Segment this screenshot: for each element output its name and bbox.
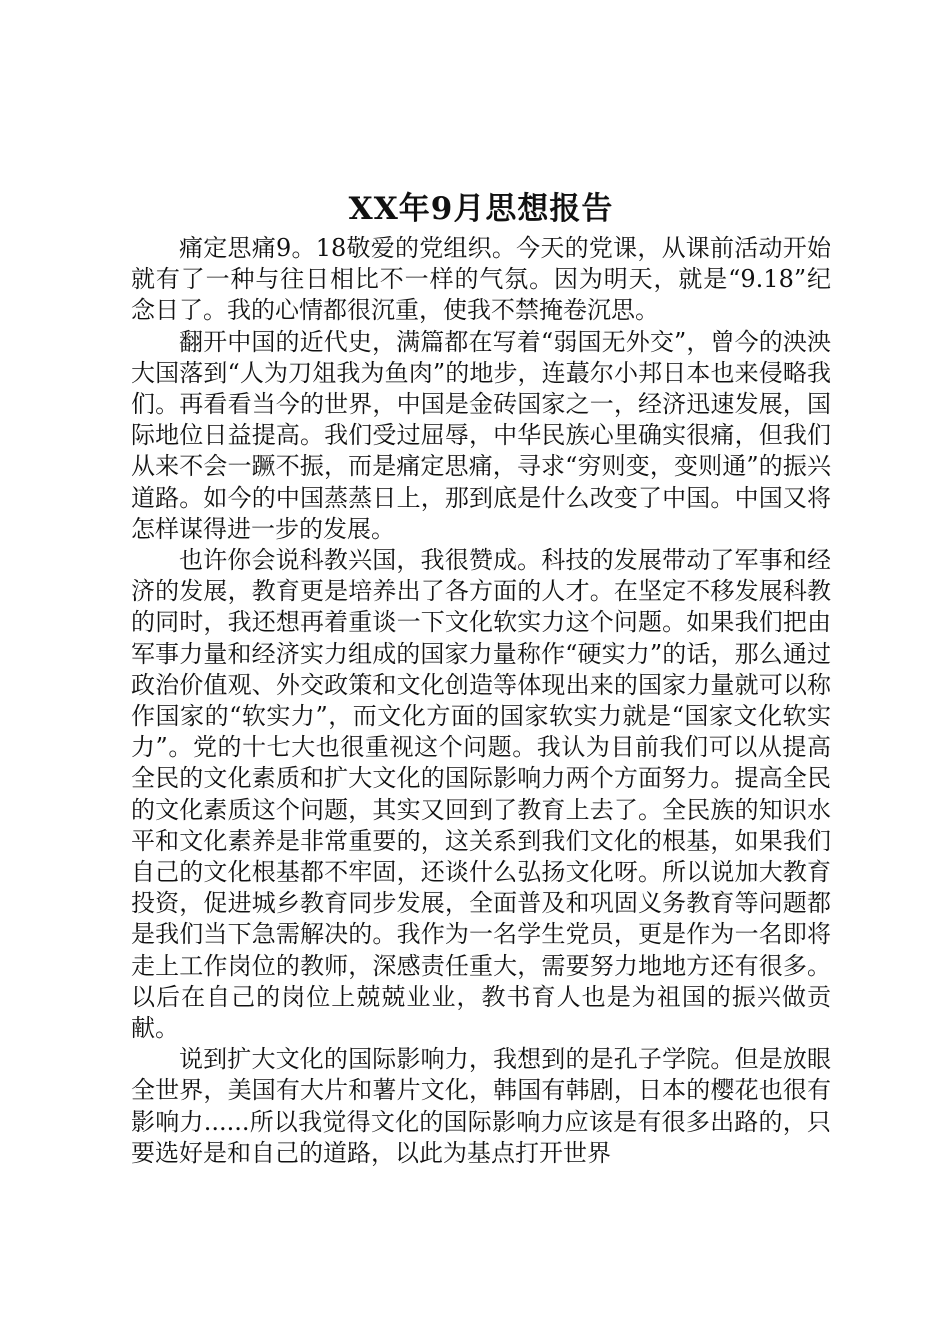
paragraph-4: 说到扩大文化的国际影响力，我想到的是孔子学院。但是放眼全世界，美国有大片和薯片文化，韩国有韩剧，日本的樱花也很有影响力......所以我觉得文化的国际影响力应该是有很多出路的，只要选好是和自己的道路，以此为基点打开世界 [131,1045,831,1167]
document-title: XX年9月思想报告 [348,191,614,227]
document-page [131,185,831,1169]
paragraph-2: 翻开中国的近代史，满篇都在写着“弱国无外交”，曾今的泱泱大国落到“人为刀俎我为鱼肉”的地步，连蕞尔小邦日本也来侵略我们。再看看当今的世界，中国是金砖国家之一，经济迅速发展，国际地位日益提高。我们受过屈辱，中华民族心里确实很痛，但我们从来不会一蹶不振，而是痛定思痛，寻求“穷则变，变则通”的振兴道路。如今的中国蒸蒸日上，那到底是什么改变了中国。中国又将怎样谋得进一步的发展。 [131,327,831,543]
paragraph-3: 也许你会说科教兴国，我很赞成。科技的发展带动了军事和经济的发展，教育更是培养出了各方面的人才。在坚定不移发展科教的同时，我还想再着重谈一下文化软实力这个问题。如果我们把由军事力量和经济实力组成的国家力量称作“硬实力”的话，那么通过政治价值观、外交政策和文化创造等体现出来的国家力量就可以称作国家的“软实力”，而文化方面的国家软实力就是“国家文化软实力”。党的十七大也很重视这个问题。我认为目前我们可以从提高全民的文化素质和扩大文化的国际影响力两个方面努力。提高全民的文化素质这个问题，其实又回到了教育上去了。全民族的知识水平和文化素养是非常重要的，这关系到我们文化的根基，如果我们自己的文化根基都不牢固，还谈什么弘扬文化呀。所以说加大教育投资，促进城乡教育同步发展，全面普及和巩固义务教育等问题都是我们当下急需解决的。我作为一名学生党员，更是作为一名即将走上工作岗位的教师，深感责任重大，需要努力地地方还有很多。以后在自己的岗位上兢兢业业，教书育人也是为祖国的振兴做贡献。 [131,546,831,1043]
paragraph-1: 痛定思痛9。18敬爱的党组织。今天的党课，从课前活动开始就有了一种与往日相比不一样的气氛。因为明天，就是“9.18”纪念日了。我的心情都很沉重，使我不禁掩卷沉思。 [131,234,831,325]
